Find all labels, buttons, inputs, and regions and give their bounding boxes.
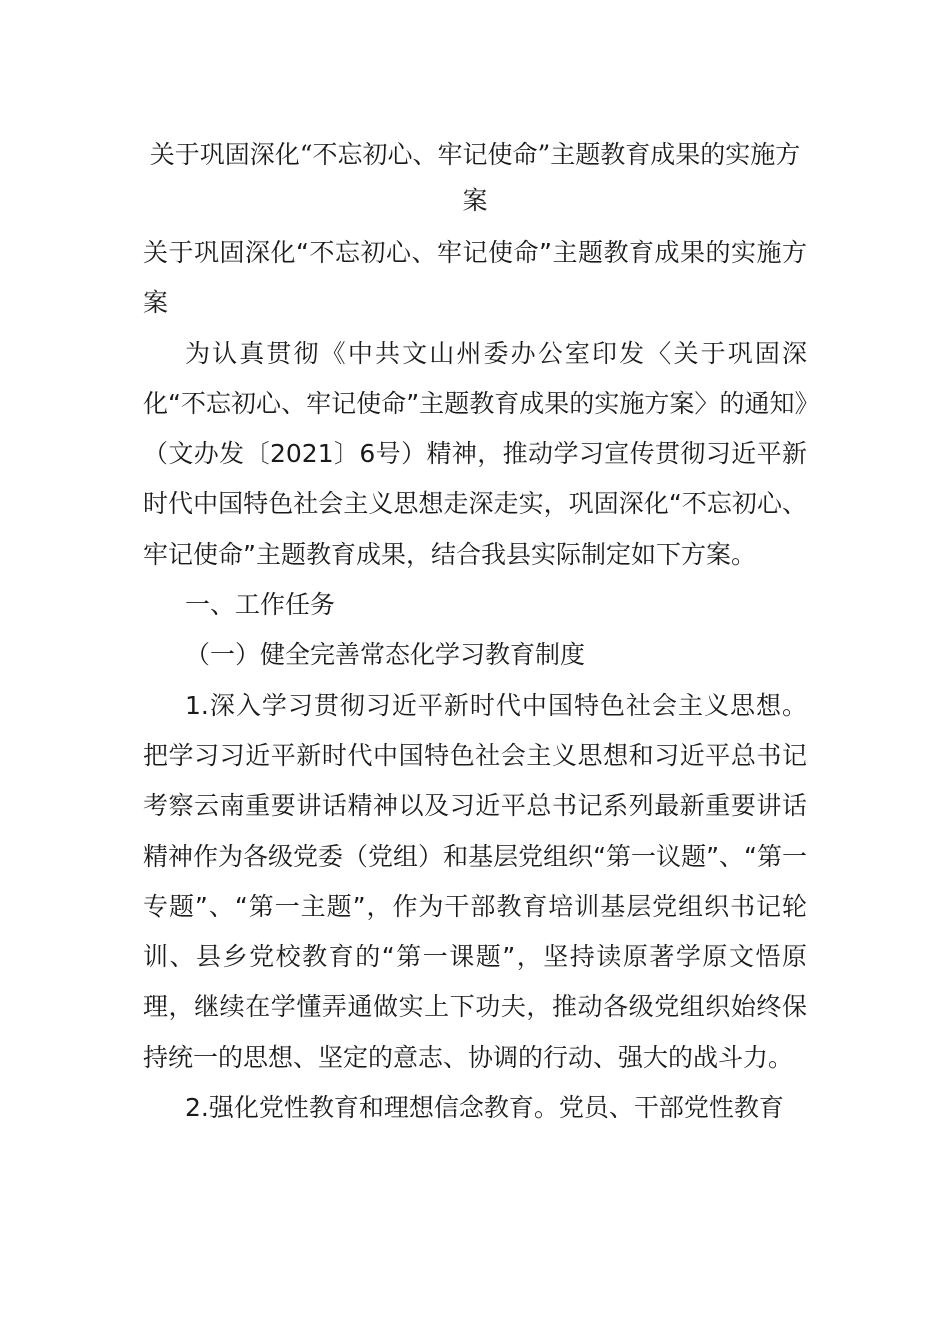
subsection-heading-1: （一）健全完善常态化学习教育制度 (185, 640, 586, 670)
item-1-paragraph: 1.深入学习贯彻习近平新时代中国特色社会主义思想。把学习习近平新时代中国特色社会主义思想和习近平总书记考察云南重要讲话精神以及习近平总书记系列最新重要讲话精神作为各级党委（党组）和基层党组织“第一议题”、“第一专题”、“第一主题”，作为干部教育培训基层党组织书记轮训、县乡党校教育的“第一课题”，坚持读原著学原文悟原理，继续在学懂弄通做实上下功夫，推动各级党组织始终保持统一的思想、坚定的意志、协调的行动、强大的战斗力。 (143, 690, 807, 1072)
item-2-paragraph: 2.强化党性教育和理想信念教育。党员、干部党性教育 (185, 1093, 784, 1123)
section-heading-work-tasks: 一、工作任务 (185, 590, 336, 620)
document-body (143, 228, 807, 1133)
intro-paragraph: 为认真贯彻《中共文山州委办公室印发〈关于巩固深化“不忘初心、牢记使命”主题教育成果的实施方案〉的通知》（文办发〔2021〕6号）精神，推动学习宣传贯彻习近平新时代中国特色社会主义思想走深走实，巩固深化“不忘初心、牢记使命”主题教育成果，结合我县实际制定如下方案。 (143, 338, 807, 569)
repeated-title-paragraph: 关于巩固深化“不忘初心、牢记使命”主题教育成果的实施方案 (143, 238, 807, 318)
document-title: 关于巩固深化“不忘初心、牢记使命”主题教育成果的实施方案 (149, 140, 801, 215)
